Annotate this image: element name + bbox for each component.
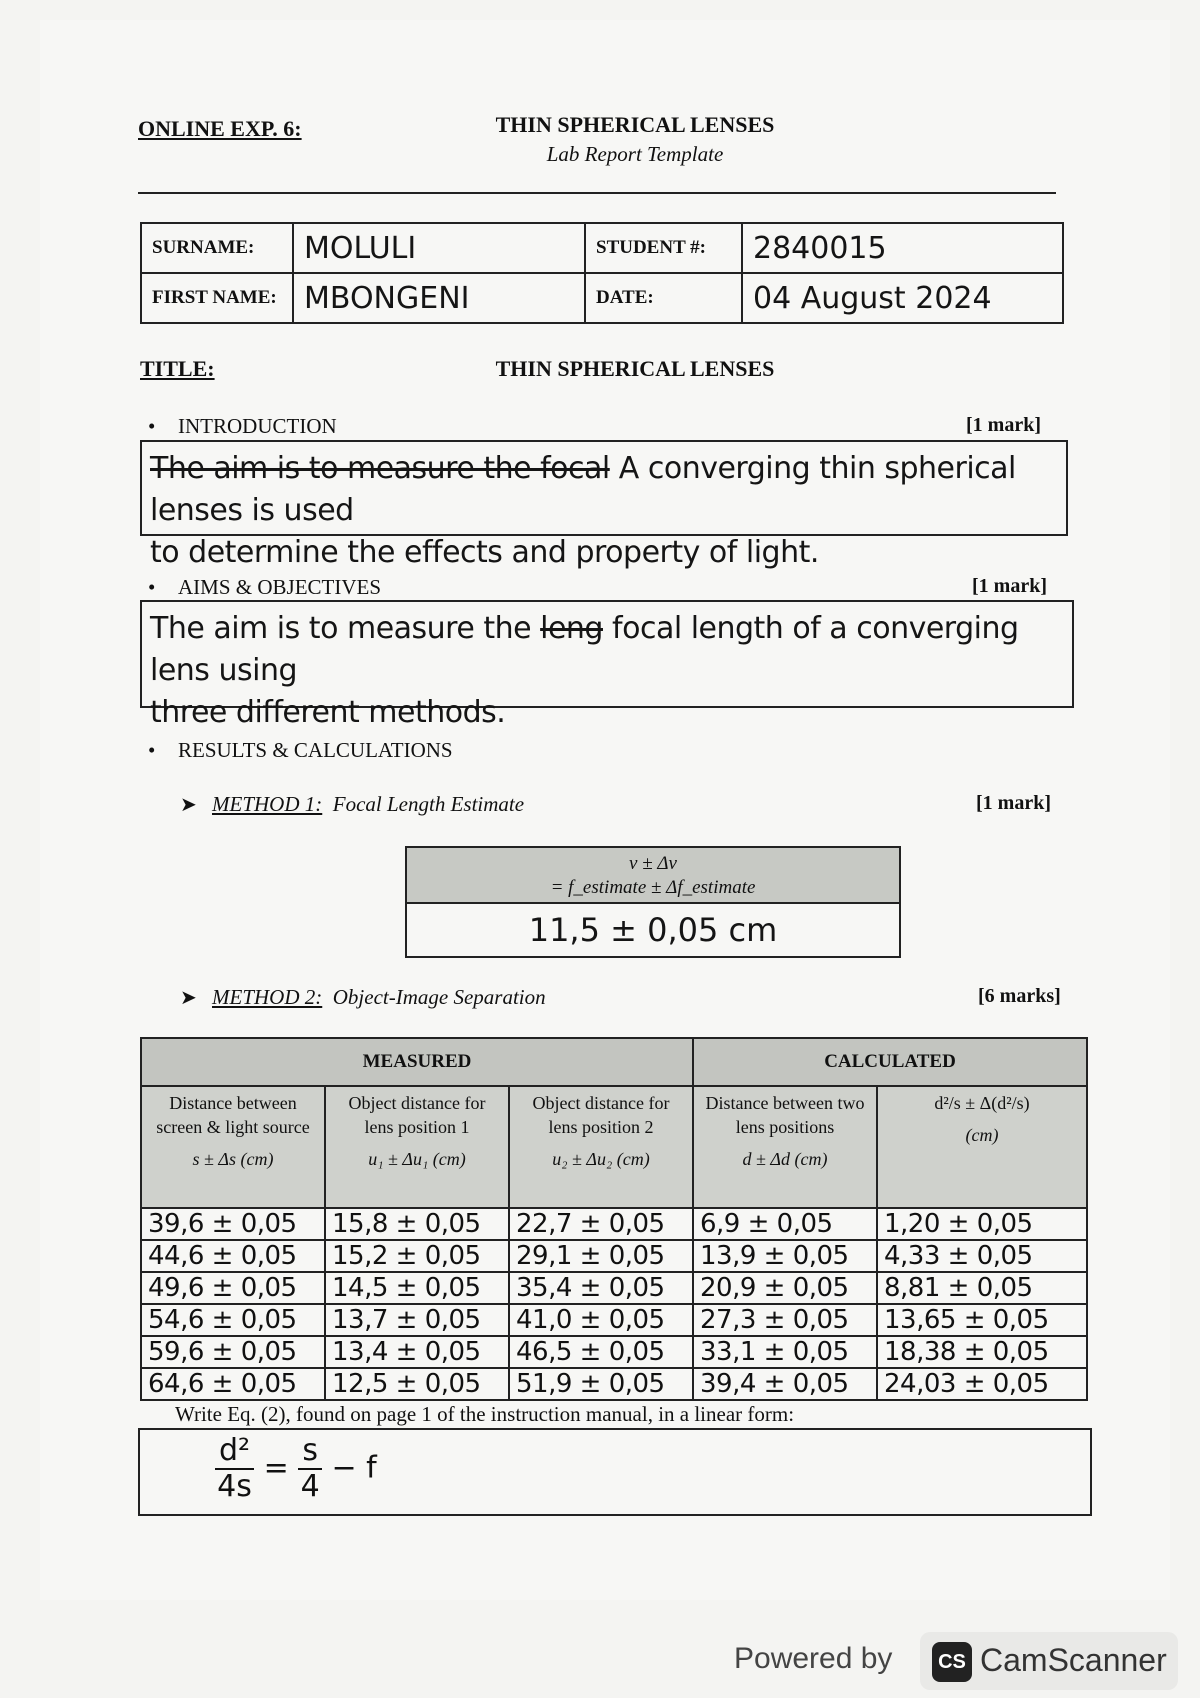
- measured-group-header: MEASURED: [141, 1038, 693, 1086]
- table-cell: 39,4 ± 0,05: [693, 1368, 877, 1400]
- document-title: THIN SPHERICAL LENSES: [495, 112, 775, 137]
- lhs-fraction: [215, 1434, 254, 1504]
- rhs-numerator: s: [298, 1434, 322, 1470]
- column-symbol: u₂ ± Δu₂ (cm): [552, 1149, 650, 1169]
- title-value: THIN SPHERICAL LENSES: [495, 356, 775, 381]
- aims-line-2: three different methods.: [150, 695, 506, 730]
- method-2-table: [140, 1037, 1088, 1401]
- method-1-table: [405, 846, 901, 958]
- table-cell: 13,4 ± 0,05: [325, 1336, 509, 1368]
- method-1-header-line-2: = f_estimate ± Δf_estimate: [550, 877, 756, 898]
- method-2-label: METHOD 2:: [212, 985, 323, 1009]
- struck-text: leng: [540, 611, 603, 646]
- equation-box: [138, 1428, 1092, 1516]
- header-divider: [138, 192, 1056, 194]
- first-name-label: FIRST NAME:: [141, 273, 293, 323]
- column-header-row: [141, 1086, 1087, 1208]
- method-2-line: [212, 985, 546, 1010]
- column-header: [141, 1086, 325, 1208]
- table-cell: 41,0 ± 0,05: [509, 1304, 693, 1336]
- lhs-numerator: d²: [215, 1434, 254, 1470]
- aims-marks: [1 mark]: [972, 575, 1047, 597]
- student-info-table: [140, 222, 1064, 324]
- column-header: [877, 1086, 1087, 1208]
- column-title: Object distance for lens position 1: [348, 1093, 486, 1137]
- column-header: [693, 1086, 877, 1208]
- document-subtitle: Lab Report Template: [546, 142, 724, 166]
- surname-value: MOLULI: [293, 223, 585, 273]
- column-symbol: s ± Δs (cm): [192, 1149, 274, 1169]
- method-1-header: [407, 848, 899, 904]
- introduction-marks: [1 mark]: [966, 414, 1041, 436]
- table-cell: 8,81 ± 0,05: [877, 1272, 1087, 1304]
- introduction-heading: • INTRODUCTION: [178, 414, 337, 439]
- table-cell: 18,38 ± 0,05: [877, 1336, 1087, 1368]
- method-2-table-body: [141, 1208, 1087, 1400]
- method-1-line: [212, 792, 524, 817]
- table-cell: 4,33 ± 0,05: [877, 1240, 1087, 1272]
- introduction-line-1: A converging thin spherical lenses is used: [150, 451, 1016, 528]
- table-cell: 59,6 ± 0,05: [141, 1336, 325, 1368]
- table-cell: 35,4 ± 0,05: [509, 1272, 693, 1304]
- column-title: Object distance for lens position 2: [532, 1093, 670, 1137]
- rhs-denominator: 4: [300, 1469, 320, 1504]
- table-row: [141, 1240, 1087, 1272]
- camscanner-logo-icon: CS: [932, 1642, 972, 1682]
- table-row: [141, 223, 1063, 273]
- group-header-row: [141, 1038, 1087, 1086]
- method-1-marks: [1 mark]: [976, 792, 1051, 814]
- method-2-name: Object-Image Separation: [332, 985, 546, 1009]
- introduction-box: [140, 440, 1068, 570]
- table-cell: 46,5 ± 0,05: [509, 1336, 693, 1368]
- table-row: [141, 1368, 1087, 1400]
- method-1-header-line-1: v ± Δv: [629, 853, 677, 874]
- column-symbol: u₁ ± Δu₁ (cm): [368, 1149, 466, 1169]
- table-cell: 1,20 ± 0,05: [877, 1208, 1087, 1240]
- table-cell: 39,6 ± 0,05: [141, 1208, 325, 1240]
- method-1-value: 11,5 ± 0,05 cm: [528, 911, 778, 949]
- table-row: [141, 273, 1063, 323]
- arrow-bullet-icon: ➤: [180, 794, 197, 816]
- column-title: Distance between screen & light source: [156, 1093, 310, 1137]
- powered-by-text: Powered by: [734, 1642, 893, 1675]
- date-label: DATE:: [585, 273, 742, 323]
- student-number-label: STUDENT #:: [585, 223, 742, 273]
- student-number-value: 2840015: [742, 223, 1063, 273]
- column-header: [325, 1086, 509, 1208]
- title-label: TITLE:: [140, 356, 215, 381]
- column-title: d²/s ± Δ(d²/s): [934, 1093, 1030, 1113]
- table-cell: 12,5 ± 0,05: [325, 1368, 509, 1400]
- table-cell: 15,8 ± 0,05: [325, 1208, 509, 1240]
- linear-equation: [215, 1434, 377, 1504]
- table-cell: 22,7 ± 0,05: [509, 1208, 693, 1240]
- column-title: Distance between two lens positions: [705, 1093, 865, 1137]
- table-cell: 13,7 ± 0,05: [325, 1304, 509, 1336]
- table-cell: 6,9 ± 0,05: [693, 1208, 877, 1240]
- column-header: [509, 1086, 693, 1208]
- aims-heading: • AIMS & OBJECTIVES: [178, 575, 381, 600]
- method-1-label: METHOD 1:: [212, 792, 323, 816]
- table-cell: 20,9 ± 0,05: [693, 1272, 877, 1304]
- table-cell: 64,6 ± 0,05: [141, 1368, 325, 1400]
- column-symbol: d ± Δd (cm): [742, 1149, 828, 1169]
- table-row: [141, 1304, 1087, 1336]
- table-row: [141, 1272, 1087, 1304]
- date-value: 04 August 2024: [742, 273, 1063, 323]
- experiment-label: ONLINE EXP. 6:: [138, 116, 302, 141]
- equation-prompt: Write Eq. (2), found on page 1 of the instruction manual, in a linear form:: [175, 1402, 795, 1426]
- camscanner-brand: CamScanner: [980, 1642, 1167, 1678]
- table-cell: 29,1 ± 0,05: [509, 1240, 693, 1272]
- arrow-bullet-icon: ➤: [180, 987, 197, 1009]
- method-1-name: Focal Length Estimate: [332, 792, 525, 816]
- equals-sign: =: [263, 1450, 289, 1486]
- table-row: [141, 1336, 1087, 1368]
- table-row: [141, 1208, 1087, 1240]
- rhs-tail: − f: [331, 1450, 377, 1486]
- introduction-line-2: to determine the effects and property of light.: [150, 535, 819, 570]
- surname-label: SURNAME:: [141, 223, 293, 273]
- table-cell: 49,6 ± 0,05: [141, 1272, 325, 1304]
- first-name-value: MBONGENI: [293, 273, 585, 323]
- results-heading: • RESULTS & CALCULATIONS: [178, 738, 453, 763]
- calculated-group-header: CALCULATED: [693, 1038, 1087, 1086]
- table-cell: 27,3 ± 0,05: [693, 1304, 877, 1336]
- table-cell: 54,6 ± 0,05: [141, 1304, 325, 1336]
- method-2-marks: [6 marks]: [978, 985, 1061, 1007]
- table-cell: 15,2 ± 0,05: [325, 1240, 509, 1272]
- table-cell: 13,9 ± 0,05: [693, 1240, 877, 1272]
- table-cell: 51,9 ± 0,05: [509, 1368, 693, 1400]
- rhs-fraction: [298, 1434, 322, 1504]
- table-cell: 33,1 ± 0,05: [693, 1336, 877, 1368]
- lhs-denominator: 4s: [217, 1469, 252, 1504]
- aims-line-1a: The aim is to measure the: [150, 611, 532, 646]
- aims-line-1b: focal length of a converging lens using: [150, 611, 1019, 688]
- table-cell: 14,5 ± 0,05: [325, 1272, 509, 1304]
- table-cell: 13,65 ± 0,05: [877, 1304, 1087, 1336]
- table-cell: 24,03 ± 0,05: [877, 1368, 1087, 1400]
- struck-text: The aim is to measure the focal: [150, 451, 610, 486]
- aims-box: [140, 600, 1074, 730]
- column-symbol: (cm): [965, 1125, 999, 1145]
- table-cell: 44,6 ± 0,05: [141, 1240, 325, 1272]
